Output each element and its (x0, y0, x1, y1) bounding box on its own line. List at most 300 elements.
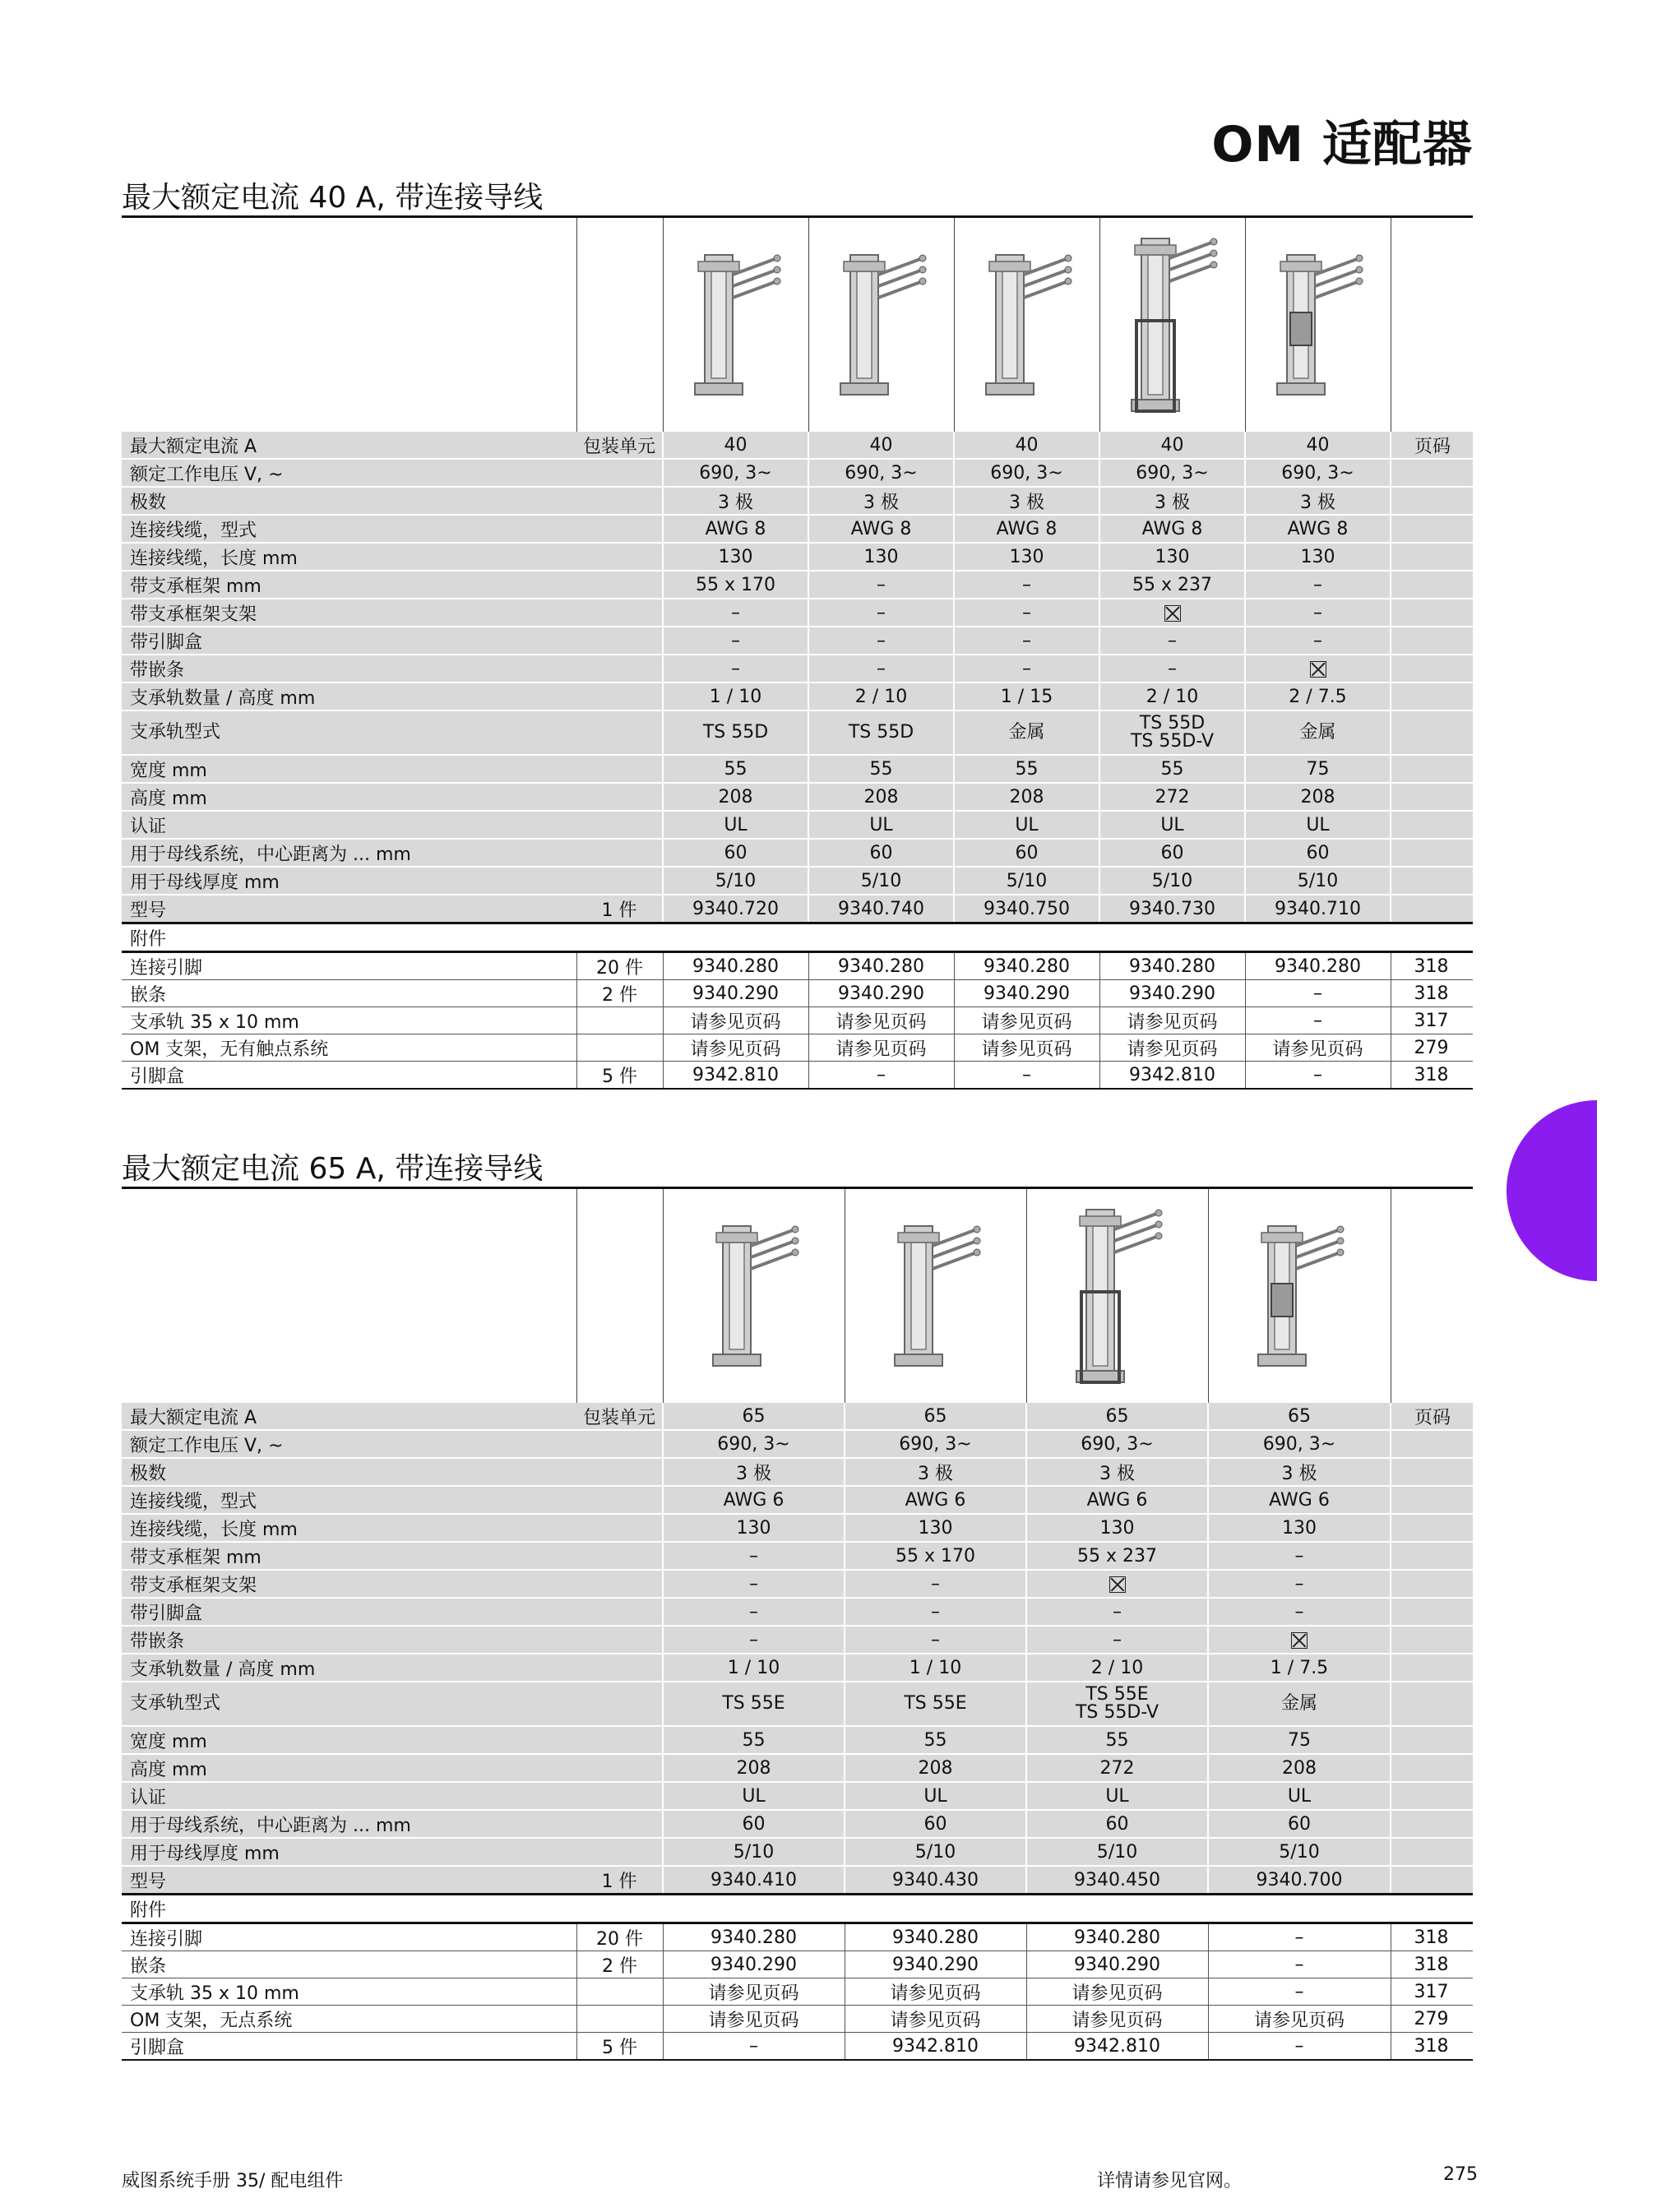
page-ref (1391, 543, 1473, 571)
page-ref: 318 (1391, 2033, 1473, 2061)
page-ref (1391, 895, 1473, 923)
spec-value: 690, 3~ (1099, 459, 1245, 487)
spec-value: – (1208, 1598, 1391, 1626)
spec-value: 55 (663, 755, 808, 783)
accessory-value[interactable]: 请参见页码 (1208, 2006, 1391, 2033)
pack-unit (576, 867, 663, 895)
spec-value: – (845, 1598, 1026, 1626)
spec-value: 9340.720 (663, 895, 808, 923)
page-header: 页码 (1391, 432, 1473, 459)
page-ref (1391, 1754, 1473, 1782)
accessory-value[interactable]: 9340.290 (808, 980, 954, 1007)
spec-row (122, 1514, 1473, 1542)
spec-row (122, 627, 1473, 655)
spec-value: 3 极 (1208, 1458, 1391, 1486)
accessory-label: 引脚盒 (122, 1062, 576, 1090)
spec-value: – (845, 1626, 1026, 1654)
spec-value: 9340.430 (845, 1866, 1026, 1895)
product-image-row (122, 218, 1473, 432)
spec-row (122, 515, 1473, 543)
spec-value: – (954, 655, 1099, 683)
spec-value: 9340.710 (1245, 895, 1391, 923)
accessories-header-row (122, 923, 1473, 952)
accessory-value: – (1208, 1978, 1391, 2006)
product-image-cell (1026, 1189, 1208, 1403)
pack-unit (576, 683, 663, 710)
accessory-value[interactable]: 请参见页码 (845, 2006, 1026, 2033)
accessory-label: OM 支架，无点系统 (122, 2006, 576, 2033)
spec-value: 金属 (1245, 710, 1391, 755)
accessories-label: 附件 (122, 1895, 1473, 1923)
page-title: OM 适配器 (1211, 116, 1473, 174)
spec-row (122, 1598, 1473, 1626)
spec-label: 支承轨型式 (122, 710, 576, 755)
om-adapter-image (832, 247, 931, 411)
spec-row (122, 710, 1473, 755)
spec-value: 9340.750 (954, 895, 1099, 923)
spec-value: 690, 3~ (808, 459, 954, 487)
om-adapter-image (1068, 1201, 1167, 1399)
spec-label: 认证 (122, 811, 576, 839)
spec-label: 型号 (122, 1866, 576, 1895)
accessory-value[interactable]: 请参见页码 (954, 1007, 1099, 1034)
accessory-row (122, 2006, 1473, 2033)
accessory-label: 连接引脚 (122, 952, 576, 980)
spec-value: 690, 3~ (954, 459, 1099, 487)
pack-unit (576, 839, 663, 867)
accessory-value[interactable]: 9340.290 (663, 1951, 845, 1978)
accessory-value[interactable]: 9340.280 (1245, 952, 1391, 980)
spec-value: 60 (1208, 1810, 1391, 1838)
accessory-value[interactable]: 请参见页码 (663, 1034, 808, 1062)
spec-value: – (808, 627, 954, 655)
footer-catalog: 威图系统手册 35/ 配电组件 (122, 2171, 344, 2191)
spec-value: UL (1099, 811, 1245, 839)
spec-value: 65 (845, 1403, 1026, 1430)
spec-value: 40 (954, 432, 1099, 459)
pack-unit (576, 543, 663, 571)
spec-row (122, 1654, 1473, 1682)
page-ref (1391, 755, 1473, 783)
page-ref (1391, 867, 1473, 895)
spec-value: 130 (954, 543, 1099, 571)
page-ref (1391, 1598, 1473, 1626)
accessory-label: OM 支架，无有触点系统 (122, 1034, 576, 1062)
pack-unit: 1 件 (576, 1866, 663, 1895)
spec-value: 3 极 (954, 487, 1099, 515)
spec-value: AWG 8 (1099, 515, 1245, 543)
accessory-value: – (663, 2033, 845, 2061)
spec-value: 690, 3~ (845, 1430, 1026, 1458)
spec-value: 5/10 (1099, 867, 1245, 895)
accessory-value: – (1208, 1951, 1391, 1978)
spec-value: 65 (1208, 1403, 1391, 1430)
spec-value: 75 (1245, 755, 1391, 783)
accessory-row (122, 1062, 1473, 1090)
pack-unit (576, 1810, 663, 1838)
spec-value: 5/10 (808, 867, 954, 895)
spec-header-row (122, 1403, 1473, 1430)
spec-row (122, 867, 1473, 895)
accessory-value[interactable]: 请参见页码 (808, 1007, 954, 1034)
accessory-value[interactable]: 请参见页码 (808, 1034, 954, 1062)
accessory-value[interactable]: 请参见页码 (663, 1978, 845, 2006)
pack-unit (576, 1034, 663, 1062)
accessory-row (122, 1951, 1473, 1978)
spec-value: – (1208, 1542, 1391, 1570)
spec-value (1026, 1570, 1208, 1598)
pack-unit (576, 1542, 663, 1570)
accessory-value[interactable]: 请参见页码 (1026, 1978, 1208, 2006)
page-ref (1391, 515, 1473, 543)
om-adapter-image (687, 247, 785, 411)
page-ref (1391, 1682, 1473, 1726)
spec-value: 3 极 (1245, 487, 1391, 515)
pack-unit (576, 1598, 663, 1626)
spec-value: 3 极 (808, 487, 954, 515)
page-ref (1391, 839, 1473, 867)
pack-unit (576, 1570, 663, 1598)
spec-value: 5/10 (1245, 867, 1391, 895)
section-title-65a: 最大额定电流 65 A, 带连接导线 (122, 1152, 544, 1186)
spec-label: 额定工作电压 V, ~ (122, 1430, 576, 1458)
page-ref (1391, 1514, 1473, 1542)
accessory-label: 引脚盒 (122, 2033, 576, 2061)
spec-label: 连接线缆，长度 mm (122, 1514, 576, 1542)
pack-unit (576, 627, 663, 655)
spec-value: AWG 8 (663, 515, 808, 543)
accessory-value[interactable]: 9340.280 (845, 1923, 1026, 1951)
page-ref (1391, 783, 1473, 811)
spec-value: 208 (845, 1754, 1026, 1782)
spec-value: 55 (1026, 1726, 1208, 1754)
spec-value: TS 55D TS 55D-V (1099, 710, 1245, 755)
page-header: 页码 (1391, 1403, 1473, 1430)
spec-label: 宽度 mm (122, 755, 576, 783)
checked-box-icon (1109, 1576, 1126, 1593)
product-image-cell (845, 1189, 1026, 1403)
accessory-value: – (1245, 1062, 1391, 1090)
accessory-value: – (1208, 1923, 1391, 1951)
page-ref (1391, 599, 1473, 627)
spec-value: 272 (1026, 1754, 1208, 1782)
accessory-value: – (1208, 2033, 1391, 2061)
spec-row (122, 683, 1473, 710)
pack-unit: 2 件 (576, 980, 663, 1007)
spec-value: 55 (954, 755, 1099, 783)
pack-unit (576, 1486, 663, 1514)
accessory-value[interactable]: 9340.280 (663, 952, 808, 980)
accessory-label: 支承轨 35 x 10 mm (122, 1007, 576, 1034)
accessory-row (122, 1007, 1473, 1034)
spec-value: – (1245, 599, 1391, 627)
accessory-value[interactable]: 请参见页码 (1245, 1034, 1391, 1062)
om-adapter-image (1250, 1218, 1349, 1382)
spec-value: 5/10 (954, 867, 1099, 895)
spec-value: TS 55E TS 55D-V (1026, 1682, 1208, 1726)
chapter-tab-marker (1507, 1100, 1597, 1281)
spec-label: 用于母线系统，中心距离为 ... mm (122, 839, 576, 867)
spec-row (122, 599, 1473, 627)
spec-value: – (663, 627, 808, 655)
page-ref (1391, 1726, 1473, 1754)
pack-unit (576, 1458, 663, 1486)
spec-value: TS 55D (663, 710, 808, 755)
accessory-value[interactable]: 请参见页码 (1026, 2006, 1208, 2033)
page-ref: 279 (1391, 2006, 1473, 2033)
spec-value: 60 (663, 1810, 845, 1838)
spec-label: 极数 (122, 1458, 576, 1486)
pack-unit (576, 1682, 663, 1726)
spec-header-row (122, 432, 1473, 459)
pack-unit (576, 1782, 663, 1810)
image-row-blank (122, 218, 576, 432)
checked-box-icon (1164, 605, 1181, 622)
accessory-value[interactable]: 9340.280 (954, 952, 1099, 980)
spec-value: 130 (1099, 543, 1245, 571)
spec-value: – (1026, 1598, 1208, 1626)
spec-value: 130 (1208, 1514, 1391, 1542)
image-row-blank (1391, 218, 1473, 432)
pack-unit (576, 783, 663, 811)
pack-unit (576, 1838, 663, 1866)
pack-unit (576, 811, 663, 839)
spec-row (122, 571, 1473, 599)
spec-label: 型号 (122, 895, 576, 923)
spec-value (1245, 655, 1391, 683)
spec-value: 55 x 170 (845, 1542, 1026, 1570)
pack-unit (576, 2006, 663, 2033)
spec-value: UL (663, 1782, 845, 1810)
spec-value: UL (845, 1782, 1026, 1810)
spec-value: 1 / 10 (845, 1654, 1026, 1682)
spec-value: TS 55E (663, 1682, 845, 1726)
spec-value: 55 (808, 755, 954, 783)
page-ref (1391, 1838, 1473, 1866)
spec-value: 690, 3~ (1026, 1430, 1208, 1458)
spec-value: – (1099, 627, 1245, 655)
om-adapter-image (705, 1218, 803, 1382)
accessory-value[interactable]: 9340.280 (663, 1923, 845, 1951)
spec-value: 5/10 (663, 1838, 845, 1866)
accessory-row (122, 980, 1473, 1007)
spec-value: 60 (1099, 839, 1245, 867)
accessory-value[interactable]: 请参见页码 (663, 1007, 808, 1034)
page-ref (1391, 1570, 1473, 1598)
spec-value: TS 55D (808, 710, 954, 755)
accessory-value[interactable]: 9340.290 (1099, 980, 1245, 1007)
accessory-value[interactable]: 9342.810 (1099, 1062, 1245, 1090)
spec-row (122, 543, 1473, 571)
page-ref: 317 (1391, 1978, 1473, 2006)
page-ref (1391, 655, 1473, 683)
product-image-cell (954, 218, 1099, 432)
pack-unit (576, 1978, 663, 2006)
spec-row (122, 895, 1473, 923)
accessory-value[interactable]: 9340.280 (1099, 952, 1245, 980)
page-ref (1391, 683, 1473, 710)
spec-row (122, 755, 1473, 783)
pack-unit-header: 包装单元 (576, 432, 663, 459)
accessory-row (122, 1923, 1473, 1951)
page-ref: 317 (1391, 1007, 1473, 1034)
page-ref (1391, 1458, 1473, 1486)
spec-value: – (808, 571, 954, 599)
accessory-row (122, 2033, 1473, 2061)
spec-label: 连接线缆，型式 (122, 1486, 576, 1514)
spec-value: 690, 3~ (1245, 459, 1391, 487)
spec-value: 9340.700 (1208, 1866, 1391, 1895)
page-ref (1391, 1654, 1473, 1682)
spec-value: 1 / 10 (663, 1654, 845, 1682)
accessories-label: 附件 (122, 923, 1473, 952)
spec-value: 1 / 7.5 (1208, 1654, 1391, 1682)
spec-row (122, 839, 1473, 867)
accessory-value[interactable]: 9340.280 (808, 952, 954, 980)
accessory-value[interactable]: 9340.290 (1026, 1951, 1208, 1978)
spec-value: 40 (663, 432, 808, 459)
spec-value: 208 (808, 783, 954, 811)
spec-value: – (1026, 1626, 1208, 1654)
section-title-40a: 最大额定电流 40 A, 带连接导线 (122, 181, 544, 215)
page-ref: 318 (1391, 1951, 1473, 1978)
page-ref: 318 (1391, 980, 1473, 1007)
spec-value: – (1099, 655, 1245, 683)
spec-value: 130 (663, 543, 808, 571)
spec-label: 带支承框架支架 (122, 599, 576, 627)
spec-value: 65 (1026, 1403, 1208, 1430)
spec-value: 208 (663, 1754, 845, 1782)
accessory-value[interactable]: 请参见页码 (663, 2006, 845, 2033)
spec-value: 9340.730 (1099, 895, 1245, 923)
page-ref (1391, 487, 1473, 515)
spec-value: 60 (845, 1810, 1026, 1838)
spec-row (122, 1838, 1473, 1866)
spec-value: 55 (845, 1726, 1026, 1754)
spec-value: 130 (663, 1514, 845, 1542)
pack-unit: 1 件 (576, 895, 663, 923)
spec-value: 130 (845, 1514, 1026, 1542)
spec-row (122, 783, 1473, 811)
image-row-blank (576, 218, 663, 432)
accessory-label: 支承轨 35 x 10 mm (122, 1978, 576, 2006)
om-adapter-image (978, 247, 1076, 411)
spec-table-40a (122, 218, 1473, 1090)
spec-value: 60 (1245, 839, 1391, 867)
spec-label: 用于母线系统，中心距离为 ... mm (122, 1810, 576, 1838)
accessory-label: 嵌条 (122, 980, 576, 1007)
spec-value: AWG 8 (808, 515, 954, 543)
accessory-value[interactable]: 请参见页码 (1099, 1007, 1245, 1034)
accessory-value: – (954, 1062, 1099, 1090)
spec-value: UL (663, 811, 808, 839)
accessory-value[interactable]: 9342.810 (1026, 2033, 1208, 2061)
page-ref: 279 (1391, 1034, 1473, 1062)
product-image-cell (1099, 218, 1245, 432)
spec-label: 额定工作电压 V, ~ (122, 459, 576, 487)
spec-value: 3 极 (1099, 487, 1245, 515)
spec-label: 极数 (122, 487, 576, 515)
spec-label: 支承轨数量 / 高度 mm (122, 1654, 576, 1682)
accessory-value[interactable]: 9342.810 (663, 1062, 808, 1090)
spec-value: 130 (1026, 1514, 1208, 1542)
spec-value: 690, 3~ (1208, 1430, 1391, 1458)
accessory-value[interactable]: 9340.290 (954, 980, 1099, 1007)
spec-value: 1 / 15 (954, 683, 1099, 710)
spec-row (122, 1754, 1473, 1782)
spec-label: 高度 mm (122, 783, 576, 811)
accessory-value[interactable]: 9342.810 (845, 2033, 1026, 2061)
accessory-label: 嵌条 (122, 1951, 576, 1978)
spec-value: 2 / 10 (808, 683, 954, 710)
spec-value: – (808, 655, 954, 683)
spec-label: 连接线缆，长度 mm (122, 543, 576, 571)
spec-label: 认证 (122, 1782, 576, 1810)
spec-label: 带支承框架 mm (122, 571, 576, 599)
pack-unit (576, 1007, 663, 1034)
accessory-value[interactable]: 请参见页码 (1099, 1034, 1245, 1062)
spec-value: 金属 (1208, 1682, 1391, 1726)
spec-value: AWG 8 (954, 515, 1099, 543)
spec-value: – (663, 1626, 845, 1654)
spec-label: 带嵌条 (122, 655, 576, 683)
spec-label: 最大额定电流 A (122, 1403, 576, 1430)
page-ref (1391, 1626, 1473, 1654)
spec-value: – (663, 1570, 845, 1598)
spec-label: 带引脚盒 (122, 627, 576, 655)
accessory-value[interactable]: 9340.280 (1026, 1923, 1208, 1951)
spec-value: – (663, 1542, 845, 1570)
spec-value (1208, 1626, 1391, 1654)
spec-value: AWG 6 (1026, 1486, 1208, 1514)
accessory-value[interactable]: 请参见页码 (954, 1034, 1099, 1062)
om-adapter-image (1269, 247, 1368, 411)
spec-value: – (1245, 627, 1391, 655)
spec-row (122, 1458, 1473, 1486)
spec-value: 130 (808, 543, 954, 571)
page-ref (1391, 710, 1473, 755)
spec-value: AWG 8 (1245, 515, 1391, 543)
spec-value: 690, 3~ (663, 1430, 845, 1458)
spec-label: 宽度 mm (122, 1726, 576, 1754)
accessory-value[interactable]: 请参见页码 (845, 1978, 1026, 2006)
spec-value: 40 (808, 432, 954, 459)
spec-value: 5/10 (845, 1838, 1026, 1866)
accessory-value: – (1245, 1007, 1391, 1034)
spec-row (122, 1486, 1473, 1514)
spec-label: 最大额定电流 A (122, 432, 576, 459)
spec-value: TS 55E (845, 1682, 1026, 1726)
pack-unit (576, 487, 663, 515)
page-ref: 318 (1391, 952, 1473, 980)
pack-unit: 5 件 (576, 1062, 663, 1090)
spec-value: 5/10 (663, 867, 808, 895)
spec-row (122, 1782, 1473, 1810)
spec-value: 55 x 170 (663, 571, 808, 599)
accessory-value[interactable]: 9340.290 (663, 980, 808, 1007)
spec-value: 55 (1099, 755, 1245, 783)
page-ref (1391, 811, 1473, 839)
spec-label: 支承轨型式 (122, 1682, 576, 1726)
accessory-value: – (808, 1062, 954, 1090)
accessory-value[interactable]: 9340.290 (845, 1951, 1026, 1978)
spec-row (122, 1682, 1473, 1726)
pack-unit: 20 件 (576, 1923, 663, 1951)
image-row-blank (576, 1189, 663, 1403)
pack-unit (576, 571, 663, 599)
spec-row (122, 459, 1473, 487)
spec-value: – (954, 599, 1099, 627)
